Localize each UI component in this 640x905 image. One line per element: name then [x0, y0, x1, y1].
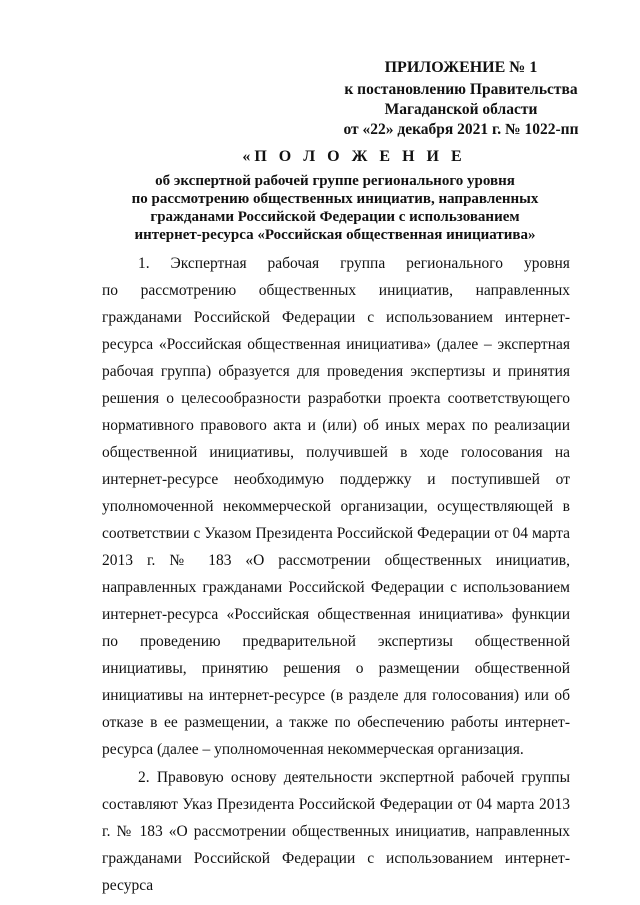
paragraph-1-text: по рассмотрению общественных инициатив, направленных гражданами Российской Федерации с использованием интернет-ресурса «Российская общественная инициатива» (далее – экспертная рабочая группа) образуется для проведения экспертизы и принятия решения о целесообразности разработки проекта соответствующего нормативного правового акта и (или) об иных мерах по реализации общественной инициативы, получившей в ходе голосования на интернет-ресурсе необходимую поддержку и поступившей от уполномоченной некоммерческой организации, осуществляющей в соответствии с Указом Президента Российской Федерации от 04 марта 2013 г. № 183 «О рассмотрении общественных инициатив, направленных гражданами Российской Федерации с использованием интернет-ресурса «Российская общественная инициатива» функции по проведению предварительной экспертизы общественной инициативы, принятию решения о размещении общественной инициативы на интернет-ресурсе (в разделе для голосования) или об отказе в ее размещении, а также по обеспечению работы интернет-ресурса (далее – уполномоченная некоммерческая организация.: [102, 282, 570, 758]
p1-word: Экспертная: [170, 255, 247, 272]
document-body: [102, 250, 570, 899]
document-title-block: [100, 148, 570, 244]
paragraph-1-first-line: [102, 250, 570, 277]
title-sub-line-2: по рассмотрению общественных инициатив, направленных: [131, 191, 539, 207]
p1-word: регионального: [406, 255, 504, 272]
appendix-heading: ПРИЛОЖЕНИЕ № 1: [384, 59, 538, 76]
p1-word: 1.: [138, 255, 150, 272]
title-sub-line-1: об экспертной рабочей группе регионального уровня: [155, 173, 515, 189]
p1-word: рабочая: [267, 255, 320, 272]
document-title: «П О Л О Ж Е Н И Е: [242, 148, 466, 165]
paragraph-2-text: 2. Правовую основу деятельности экспертной рабочей группы составляют Указ Президента Российской Федерации от 04 марта 2013 г. № 183 «О рассмотрении общественных инициатив, направленных гражданами Российской Федерации с использованием интернет-ресурса: [102, 769, 570, 894]
appendix-header: [330, 58, 592, 140]
title-sub-line-4: интернет-ресурса «Российская общественная инициатива»: [134, 227, 536, 243]
appendix-line-1: к постановлению Правительства: [344, 81, 578, 98]
appendix-line-3: от «22» декабря 2021 г. № 1022-пп: [343, 121, 579, 138]
title-sub-line-3: гражданами Российской Федерации с использованием: [150, 209, 520, 225]
p1-word: группа: [340, 255, 386, 272]
p1-word: уровня: [523, 255, 570, 272]
appendix-line-2: Магаданской области: [384, 101, 538, 118]
